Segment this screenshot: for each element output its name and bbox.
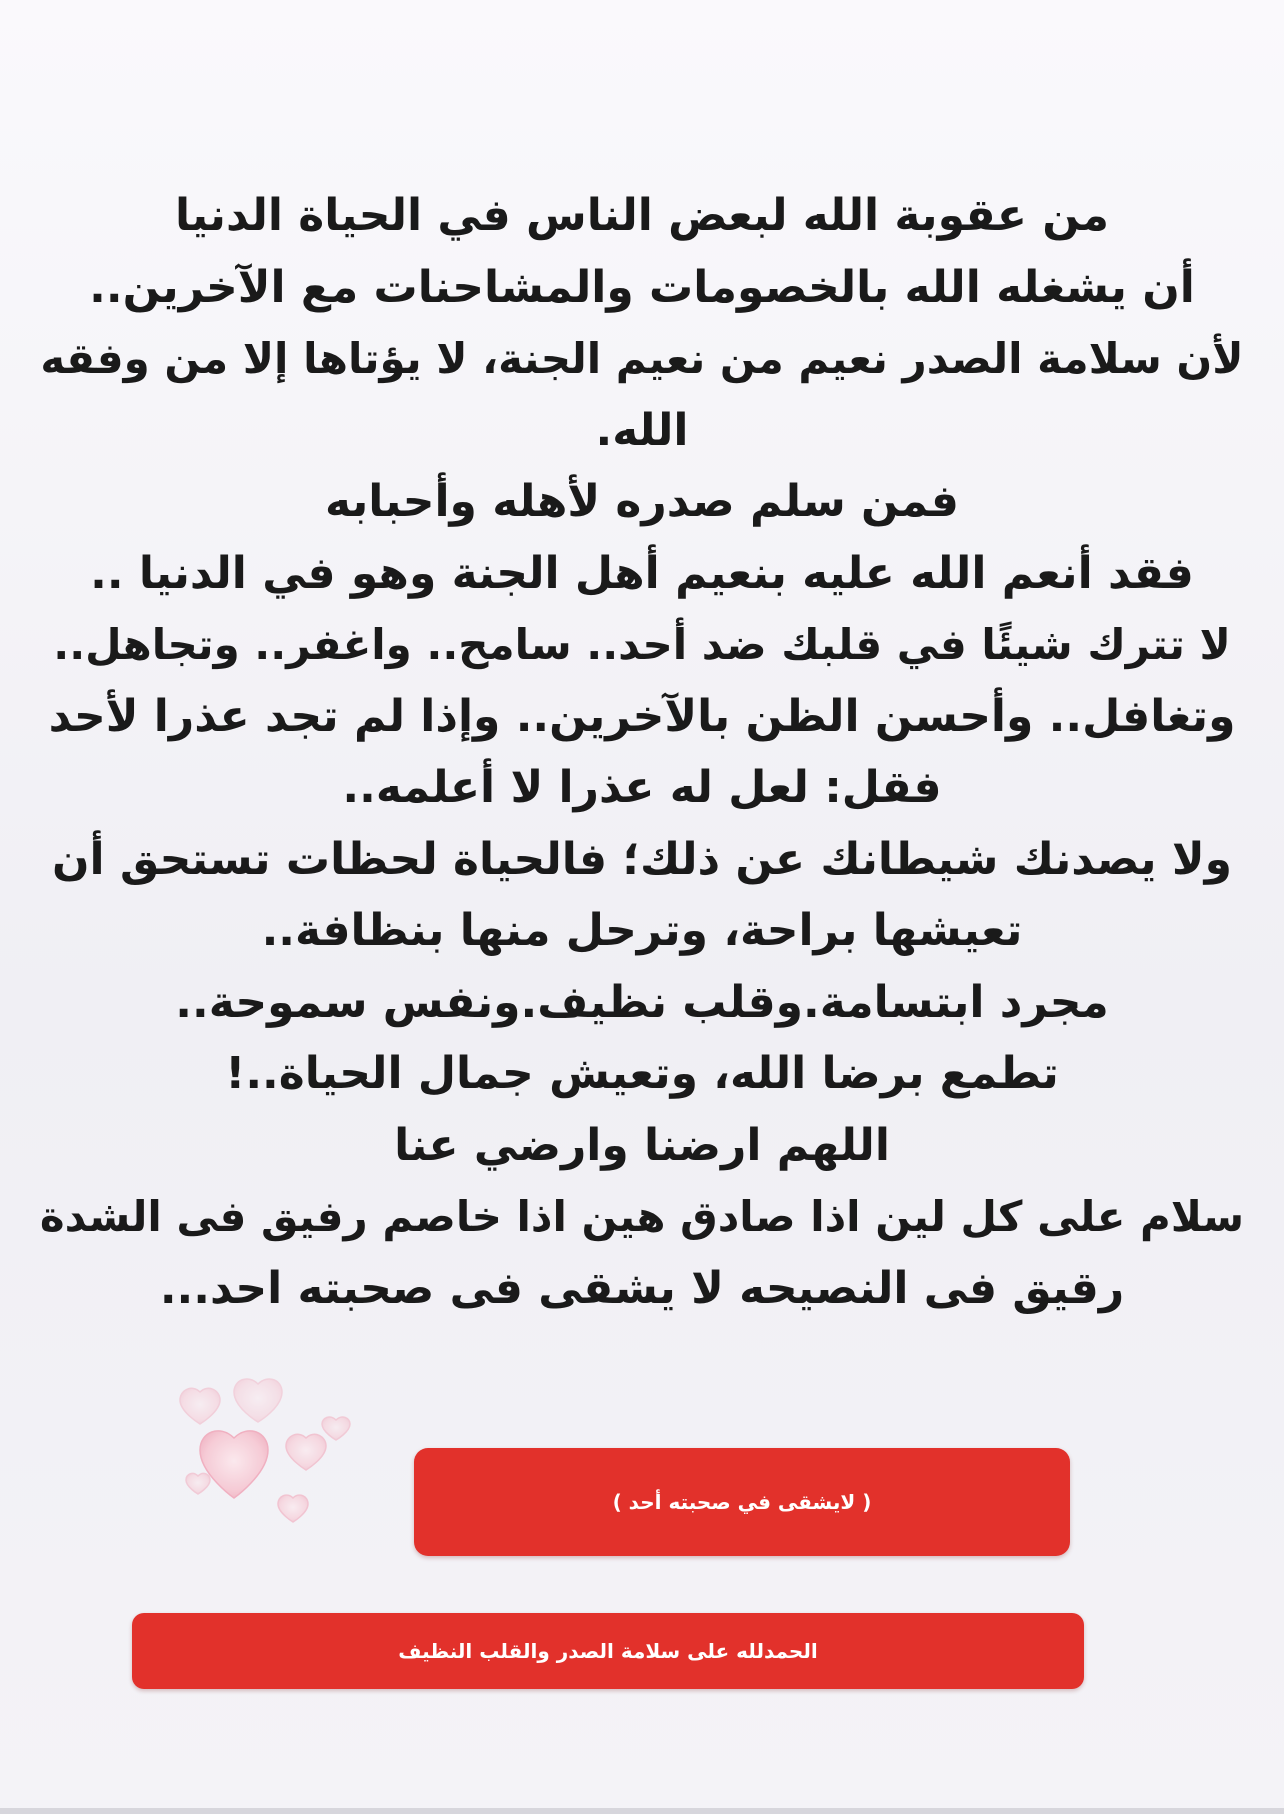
bottom-divider xyxy=(0,1808,1284,1814)
poem-line: أن يشغله الله بالخصومات والمشاحنات مع الآخرين.. xyxy=(89,261,1195,313)
poem-line: الله. xyxy=(595,404,689,456)
poem-line: لأن سلامة الصدر نعيم من نعيم الجنة، لا يؤتاها إلا من وفقه xyxy=(40,334,1244,383)
poem-line: تطمع برضا الله، وتعيش جمال الحياة..! xyxy=(225,1048,1059,1099)
poem-line: تعيشها براحة، وترحل منها بنظافة.. xyxy=(261,905,1023,956)
poem-line: اللهم ارضنا وارضي عنا xyxy=(394,1119,890,1171)
poem-line: سلام على كل لين اذا صادق هين اذا خاصم رفيق فى الشدة xyxy=(39,1192,1244,1241)
poem-line: من عقوبة الله لبعض الناس في الحياة الدنيا xyxy=(174,190,1110,241)
poem-line: فمن سلم صدره لأهله وأحبابه xyxy=(325,476,959,527)
poem-text xyxy=(40,180,1244,1324)
poem-line: وتغافل.. وأحسن الظن بالآخرين.. وإذا لم تجد عذرا لأحد xyxy=(48,690,1236,742)
poem-line: ولا يصدنك شيطانك عن ذلك؛ فالحياة لحظات تستحق أن xyxy=(52,833,1232,885)
poem-line: فقد أنعم الله عليه بنعيم أهل الجنة وهو في الدنيا .. xyxy=(90,547,1194,599)
poem-line: فقل: لعل له عذرا لا أعلمه.. xyxy=(342,762,942,813)
highlight-badge: ( لايشقى في صحبته أحد ) xyxy=(414,1448,1070,1556)
poem-line: رقيق فى النصيحه لا يشقى فى صحبته احد... xyxy=(159,1262,1125,1314)
poem-line: مجرد ابتسامة.وقلب نظيف.ونفس سموحة.. xyxy=(175,976,1109,1028)
poem-line: لا تترك شيئًا في قلبك ضد أحد.. سامح.. واغفر.. وتجاهل.. xyxy=(53,620,1231,669)
footer-badge: الحمدلله على سلامة الصدر والقلب النظيف xyxy=(132,1613,1084,1689)
hearts-cluster-icon xyxy=(150,1350,400,1550)
